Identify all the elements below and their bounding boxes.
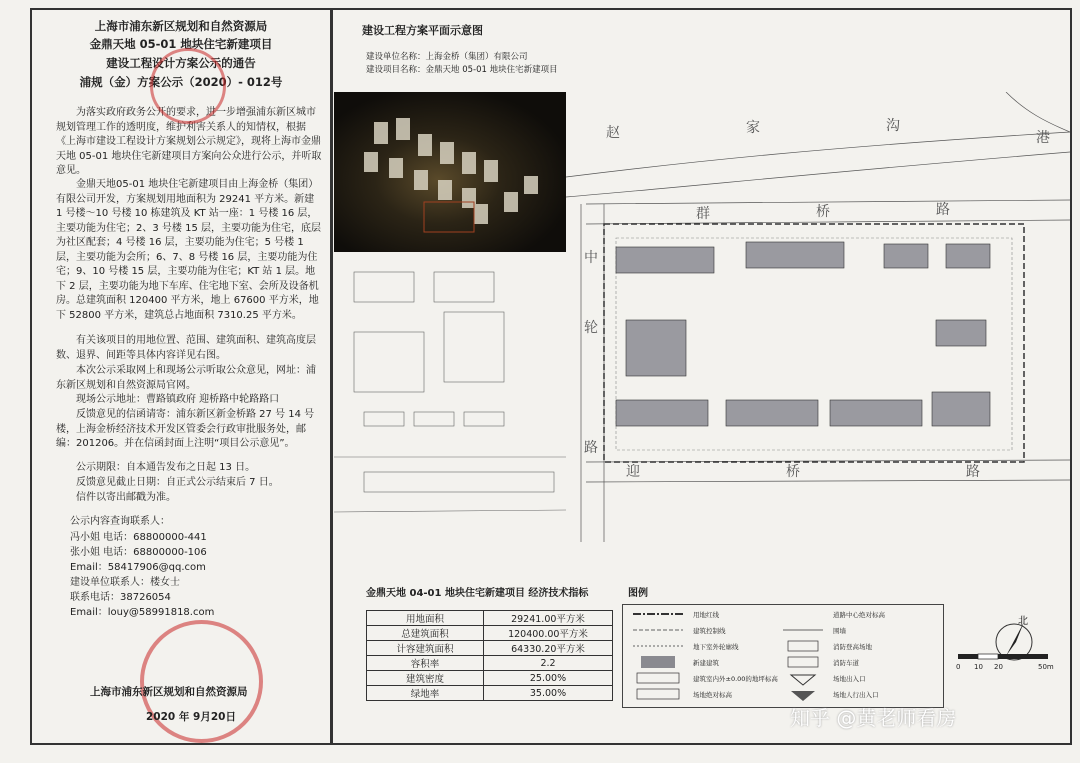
- table-row: [367, 641, 613, 656]
- legend-item: 地下室外轮廓线: [693, 643, 739, 651]
- indicator-key: 建筑密度: [367, 671, 484, 686]
- contact-heading: 公示内容查询联系人：: [70, 516, 170, 527]
- notice-paragraph-6: 反馈意见的信函请寄：浦东新区新金桥路 27 号 14 号楼，上海金桥经济技术开发区管委会行政审批服务处，邮编：201206。并在信函封面上注明“项目公示意见”。: [56, 409, 315, 449]
- render-buildings: [334, 92, 566, 252]
- official-seal-top: [150, 48, 226, 124]
- table-row: [367, 626, 613, 641]
- indicators-title: 金鼎天地 04-01 地块住宅新建项目 经济技术指标: [366, 588, 589, 599]
- plan-title: 建设工程方案平面示意图: [362, 24, 483, 37]
- adjacent-lots-drawing: [334, 252, 566, 552]
- indicator-value: 35.00%: [484, 686, 613, 701]
- notice-org: 上海市浦东新区规划和自然资源局: [94, 19, 268, 33]
- notice-paragraph-9: 信件以寄出邮戳为准。: [76, 492, 176, 503]
- indicator-value: 64330.20平方米: [484, 641, 613, 656]
- indicators-table: [366, 610, 613, 701]
- plan-project: 建设项目名称：金鼎天地 05-01 地块住宅新建项目: [366, 65, 558, 75]
- scale-label: 0: [956, 663, 961, 671]
- official-seal-bottom: [140, 620, 263, 743]
- contact-builder: 建设单位联系人：楼女士: [70, 577, 180, 588]
- notice-paragraph-1: 为落实政府政务公开的要求，进一步增强浦东新区城市规划管理工作的透明度，维护利害关系人的知情权，根据《上海市建设工程设计方案规划公示规定》，现将上海市金鼎天地 05-01 地块住宅新建项目方案向公众进行公示，并听取意见。: [56, 107, 322, 176]
- table-row: [367, 611, 613, 626]
- site-plan: [566, 92, 1070, 542]
- legend-item: 场地出入口: [833, 675, 866, 683]
- contact-phone: 联系电话：38726054: [70, 592, 171, 603]
- scale-label: 50m: [1038, 663, 1054, 671]
- notice-title: 建设工程设计方案公示的通告: [106, 56, 256, 70]
- notice-doc-no: 浦规（金）方案公示（2020）- 012号: [79, 75, 283, 89]
- contact-1: 冯小姐 电话：68800000-441: [70, 532, 207, 543]
- west-road-char-3: 路: [584, 440, 598, 456]
- contact-email-1: Email：58417906@qq.com: [70, 562, 206, 573]
- legend-item: 建筑室内外±0.00的地坪标高: [693, 675, 778, 683]
- indicator-key: 总建筑面积: [367, 626, 484, 641]
- indicator-key: 容积率: [367, 656, 484, 671]
- indicator-value: 120400.00平方米: [484, 626, 613, 641]
- north-road-char-1: 群: [696, 206, 710, 222]
- scale-label: 20: [994, 663, 1003, 671]
- west-road-char-1: 中: [584, 250, 598, 266]
- legend-item: 消防车道: [833, 659, 859, 667]
- indicator-value: 2.2: [484, 656, 613, 671]
- legend-box: [622, 604, 944, 708]
- river-char-4: 港: [1036, 130, 1050, 146]
- indicator-key: 绿地率: [367, 686, 484, 701]
- table-row: [367, 671, 613, 686]
- legend-title: 图例: [628, 588, 648, 599]
- watermark: 知乎 @黄老师看房: [790, 706, 957, 730]
- river-char-2: 家: [746, 120, 760, 136]
- aerial-render-image: [334, 92, 566, 252]
- north-road-char-2: 桥: [816, 204, 830, 220]
- legend-item: 道路中心绝对标高: [833, 611, 885, 619]
- table-row: [367, 686, 613, 701]
- scale-bar: [952, 652, 1062, 674]
- footer-org: 上海市浦东新区规划和自然资源局: [90, 686, 248, 698]
- south-road-char-1: 迎: [626, 464, 640, 480]
- notice-paragraph-8: 反馈意见截止日期：自正式公示结束后 7 日。: [76, 477, 279, 488]
- south-road-char-2: 桥: [786, 464, 800, 480]
- site-plan-drawing: [566, 92, 1070, 542]
- notice-paragraph-5: 现场公示地址：曹路镇政府 迎桥路中轮路路口: [76, 394, 280, 405]
- legend-symbols: [623, 605, 943, 707]
- north-label: 北: [1018, 616, 1028, 627]
- indicator-value: 29241.00平方米: [484, 611, 613, 626]
- legend-item: 建筑控制线: [693, 627, 726, 635]
- notice-project: 金鼎天地 05-01 地块住宅新建项目: [89, 37, 273, 51]
- indicator-key: 计容建筑面积: [367, 641, 484, 656]
- indicator-key: 用地面积: [367, 611, 484, 626]
- legend-item: 用地红线: [693, 611, 719, 619]
- scale-label: 10: [974, 663, 983, 671]
- legend-item: 场地人行出入口: [833, 691, 879, 699]
- notice-paragraph-2: 金鼎天地05-01 地块住宅新建项目由上海金桥（集团）有限公司开发，方案规划用地面积为 29241 平方米。新建 1 号楼～10 号楼 10 栋建筑及 KT 站一座：1 号楼 16 层，主要功能为住宅；2、3 号楼 15 层，主要功能为住宅，底层为社区配套；4 号楼 16 层，主要功能为住宅；5 号楼 1 层，主要功能为会所；6、7、8 号楼 16 层，主要功能为住宅；9、10 号楼 15 层，主要功能为住宅；KT 站 1 层。地下 2 层，主要功能为地下车库、住宅地下室、会所及设备机房。总建筑面积 120400 平方米，地上 67600 平方米，地下 52800 平方米，建筑总占地面积 7310.25 平方米。: [56, 179, 321, 321]
- indicator-value: 25.00%: [484, 671, 613, 686]
- river-char-1: 赵: [606, 125, 620, 141]
- legend-item: 新建建筑: [693, 659, 719, 667]
- notice-paragraph-7: 公示期限：自本通告发布之日起 13 日。: [76, 462, 256, 473]
- notice-paragraph-4: 本次公示采取网上和现场公示听取公众意见，网址：浦东新区规划和自然资源局官网。: [56, 365, 316, 391]
- south-road-char-3: 路: [966, 464, 980, 480]
- notice-paragraph-3: 有关该项目的用地位置、范围、建筑面积、建筑高度层数、退界、间距等具体内容详见右图。: [56, 335, 316, 361]
- west-road-char-2: 轮: [584, 320, 598, 336]
- north-road-char-3: 路: [936, 202, 950, 218]
- plan-unit: 建设单位名称：上海金桥（集团）有限公司: [366, 52, 528, 62]
- table-row: [367, 656, 613, 671]
- legend-item: 围墙: [833, 627, 846, 635]
- contact-email-2: Email：louy@58991818.com: [70, 607, 215, 618]
- legend-item: 消防登高场地: [833, 643, 872, 651]
- legend-item: 场地绝对标高: [693, 691, 732, 699]
- footer-date: 2020 年 9月20日: [146, 711, 236, 723]
- contact-2: 张小姐 电话：68800000-106: [70, 547, 207, 558]
- river-char-3: 沟: [886, 118, 900, 134]
